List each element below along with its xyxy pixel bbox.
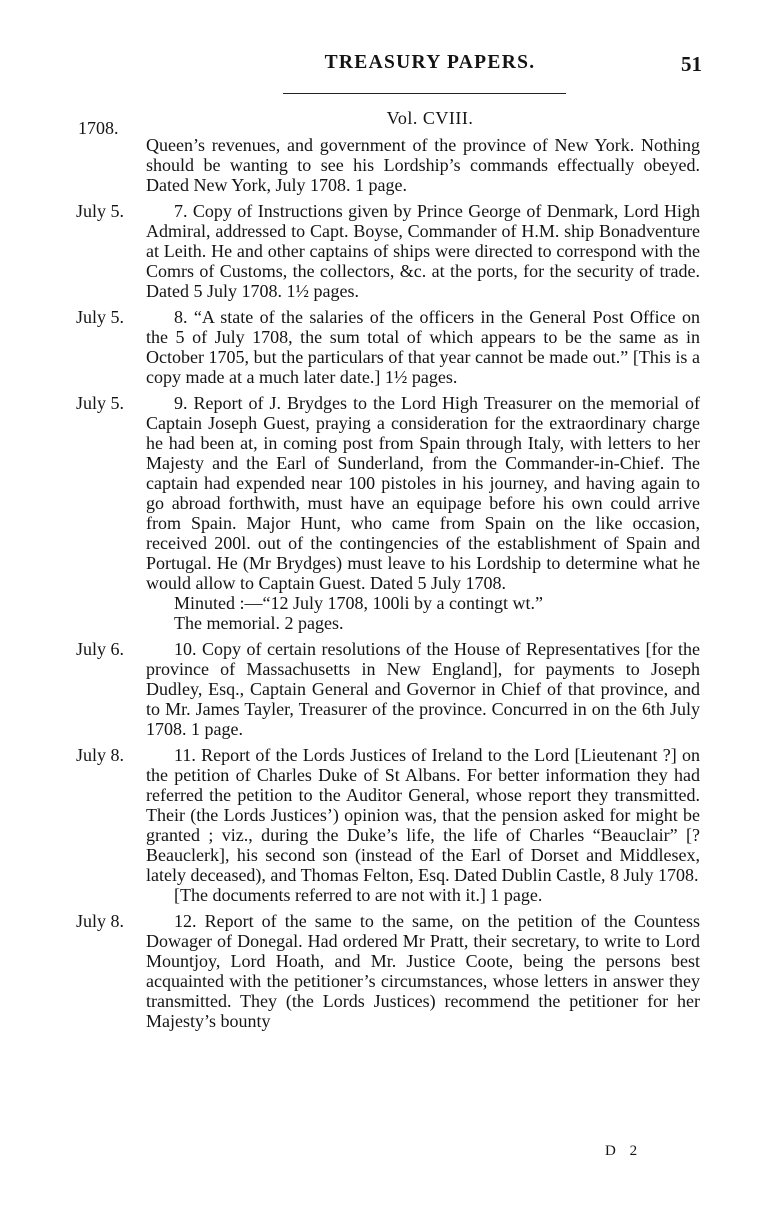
page-number: 51 (681, 52, 702, 76)
entry-text: 8. “A state of the salaries of the officers in the General Post Office on the 5 of July 1708, the sum total of which appears to be the same as in October 1705, but the particulars of that year cannot be made out.” [This is a copy made at a much later date.] 1½ pages. (146, 307, 700, 387)
entry-text: 7. Copy of Instructions given by Prince George of Denmark, Lord High Admiral, addressed to Capt. Boyse, Commander of H.M. ship Bonadventure at Leith. He and other captains of ships were directed to correspond with the Comrs of Customs, the collectors, &c. at the ports, for the security of trade. Dated 5 July 1708. 1½ pages. (146, 201, 700, 301)
running-title: TREASURY PAPERS. (324, 52, 536, 73)
entry-continued (0, 135, 770, 195)
entry-9 (0, 393, 770, 633)
entry-text: 9. Report of J. Brydges to the Lord High Treasurer on the memorial of Captain Joseph Guest, praying a consideration for the extraordinary charge he had been at, in coming post from Spain through Italy, with letters to her Majesty and the Earl of Sunderland, from the Commander-in-Chief. The captain had expended near 100 pistoles in his journey, and having again to go abroad forthwith, must have an equipage before his own could arrive from Spain. Major Hunt, who came from Spain on the like occasion, received 200l. out of the contingencies of the establishment of Spain and Portugal. He (Mr Brydges) must leave to his Lordship to determine what he would allow to Captain Guest. Dated 5 July 1708. (146, 393, 700, 593)
year-label: 1708. (78, 118, 119, 138)
volume-heading: Vol. CVIII. (386, 108, 474, 128)
entry-date: July 5. (76, 393, 125, 413)
page-header (0, 52, 770, 82)
entry-11 (0, 745, 770, 905)
entry-12 (0, 911, 770, 1031)
entry-8 (0, 307, 770, 387)
entry-date: July 6. (76, 639, 125, 659)
entry-date: July 5. (76, 307, 125, 327)
entry-text: Queen’s revenues, and government of the province of New York. Nothing should be wanting to see his Lordship’s commands effectually obeyed. Dated New York, July 1708. 1 page. (146, 135, 700, 195)
header-rule (283, 93, 566, 94)
entry-date: July 8. (76, 745, 125, 765)
entry-note: The memorial. 2 pages. (174, 613, 344, 633)
entry-text: 12. Report of the same to the same, on the petition of the Countess Dowager of Donegal. Had ordered Mr Pratt, their secretary, to write to Lord Mountjoy, Lord Hoath, and Mr. Justice Coote, being the persons best acquainted with the petitioner’s circumstances, whose letters in answer they transmitted. They (the Lords Justices) recommend the petitioner for her Majesty’s bounty (146, 911, 700, 1031)
entry-minute: Minuted :—“12 July 1708, 100li by a contingt wt.” (174, 593, 543, 613)
entries-list (0, 135, 770, 1037)
entry-10 (0, 639, 770, 739)
entry-text: 11. Report of the Lords Justices of Ireland to the Lord [Lieutenant ?] on the petition of Charles Duke of St Albans. For better information they had referred the petition to the Auditor General, whose report they transmitted. Their (the Lords Justices’) opinion was, that the pension asked for might be granted ; viz., during the Duke’s life, the life of Charles “Beauclair” [? Beauclerk], his second son (instead of the Earl of Dorset and Middlesex, lately deceased), and Thomas Felton, Esq. Dated Dublin Castle, 8 July 1708. (146, 745, 700, 885)
entry-date: July 5. (76, 201, 125, 221)
entry-text: 10. Copy of certain resolutions of the House of Representatives [for the province of Massachusetts in New England], for payments to Joseph Dudley, Esq., Captain General and Governor in Chief of that province, and to Mr. James Tayler, Treasurer of the province. Concurred in on the 6th July 1708. 1 page. (146, 639, 700, 739)
entry-date: July 8. (76, 911, 125, 931)
signature-mark: D 2 (605, 1143, 643, 1159)
entry-note: [The documents referred to are not with it.] 1 page. (174, 885, 543, 905)
entry-7 (0, 201, 770, 301)
